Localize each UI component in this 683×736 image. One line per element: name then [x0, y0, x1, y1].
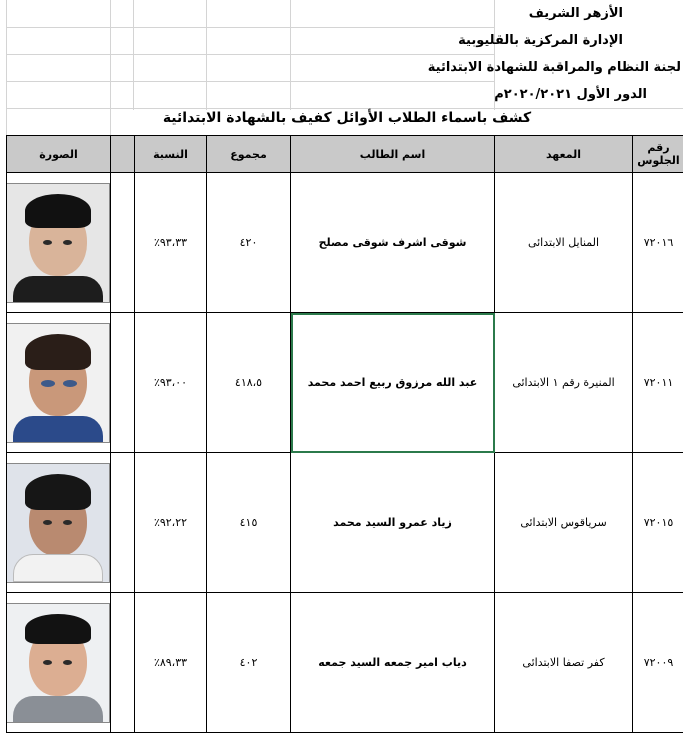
gridline: [6, 81, 494, 82]
cell-total[interactable]: ٤١٥: [207, 453, 291, 593]
student-photo: [7, 603, 111, 723]
column-header-total[interactable]: مجموع: [207, 136, 291, 173]
cell-total[interactable]: ٤٢٠: [207, 173, 291, 313]
gridline: [6, 54, 494, 55]
cell-blank[interactable]: [111, 453, 135, 593]
eye-shape: [43, 520, 52, 525]
cell-seat[interactable]: ٧٢٠١٥: [633, 453, 683, 593]
cell-seat[interactable]: ٧٢٠١٦: [633, 173, 683, 313]
gridline: [6, 108, 683, 109]
cell-institute[interactable]: كفر تصفا الابتدائى: [495, 593, 633, 733]
cell-blank[interactable]: [111, 313, 135, 453]
cell-percent[interactable]: ٨٩،٣٣٪: [135, 593, 207, 733]
hair-shape: [25, 194, 91, 228]
cell-percent[interactable]: ٩٣،٣٣٪: [135, 173, 207, 313]
column-header-percent[interactable]: النسبة: [135, 136, 207, 173]
gridline: [290, 0, 291, 110]
hair-shape: [25, 474, 91, 510]
column-header-photo[interactable]: الصورة: [7, 136, 111, 173]
table-row: [7, 593, 683, 733]
cell-student[interactable]: شوقى اشرف شوقى مصلح: [291, 173, 495, 313]
shirt-shape: [13, 554, 103, 582]
student-photo: [7, 463, 111, 583]
eye-shape: [41, 380, 55, 387]
gridline: [6, 27, 494, 28]
cell-percent[interactable]: ٩٢،٢٢٪: [135, 453, 207, 593]
table-row: [7, 313, 683, 453]
eye-shape: [63, 380, 77, 387]
hair-shape: [25, 334, 91, 370]
header-line-4: الدور الأول ٢٠٢٠/٢٠٢١م: [494, 87, 647, 102]
eye-shape: [43, 240, 52, 245]
cell-institute[interactable]: المنيرة رقم ١ الابتدائى: [495, 313, 633, 453]
eye-shape: [43, 660, 52, 665]
cell-photo[interactable]: [7, 313, 111, 453]
gridline: [6, 0, 7, 135]
cell-student[interactable]: عبد الله مرزوق ربيع احمد محمد: [291, 313, 495, 453]
shirt-shape: [13, 276, 103, 302]
eye-shape: [63, 240, 72, 245]
cell-institute[interactable]: سرياقوس الابتدائى: [495, 453, 633, 593]
header-line-3: لجنة النظام والمراقبة للشهادة الابتدائية: [427, 60, 681, 75]
table-row: [7, 453, 683, 593]
header-line-2: الإدارة المركزية بالقليوبية: [458, 33, 623, 48]
cell-total[interactable]: ٤١٨،٥: [207, 313, 291, 453]
header-line-1: الأزهر الشريف: [528, 6, 623, 21]
shirt-shape: [13, 696, 103, 722]
cell-blank[interactable]: [111, 593, 135, 733]
students-table: [6, 135, 683, 733]
hair-shape: [25, 614, 91, 644]
gridline: [133, 0, 134, 110]
column-header-blank[interactable]: [111, 136, 135, 173]
sheet-title: كشف باسماء الطلاب الأوائل كفيف بالشهادة الابتدائية: [162, 110, 532, 126]
gridline: [110, 0, 111, 135]
cell-seat[interactable]: ٧٢٠١١: [633, 313, 683, 453]
cell-percent[interactable]: ٩٣،٠٠٪: [135, 313, 207, 453]
column-header-seat[interactable]: رقم الجلوس: [633, 136, 683, 173]
table-header-row: [7, 136, 683, 173]
eye-shape: [63, 520, 72, 525]
cell-photo[interactable]: [7, 593, 111, 733]
shirt-shape: [13, 416, 103, 442]
cell-total[interactable]: ٤٠٢: [207, 593, 291, 733]
cell-blank[interactable]: [111, 173, 135, 313]
gridline: [206, 0, 207, 110]
cell-student[interactable]: زياد عمرو السيد محمد: [291, 453, 495, 593]
cell-seat[interactable]: ٧٢٠٠٩: [633, 593, 683, 733]
cell-institute[interactable]: المنايل الابتدائى: [495, 173, 633, 313]
column-header-student[interactable]: اسم الطالب: [291, 136, 495, 173]
student-photo: [7, 323, 111, 443]
eye-shape: [63, 660, 72, 665]
student-photo: [7, 183, 111, 303]
column-header-institute[interactable]: المعهد: [495, 136, 633, 173]
table-row: [7, 173, 683, 313]
cell-photo[interactable]: [7, 173, 111, 313]
cell-photo[interactable]: [7, 453, 111, 593]
cell-student[interactable]: دياب امير جمعه السيد جمعه: [291, 593, 495, 733]
